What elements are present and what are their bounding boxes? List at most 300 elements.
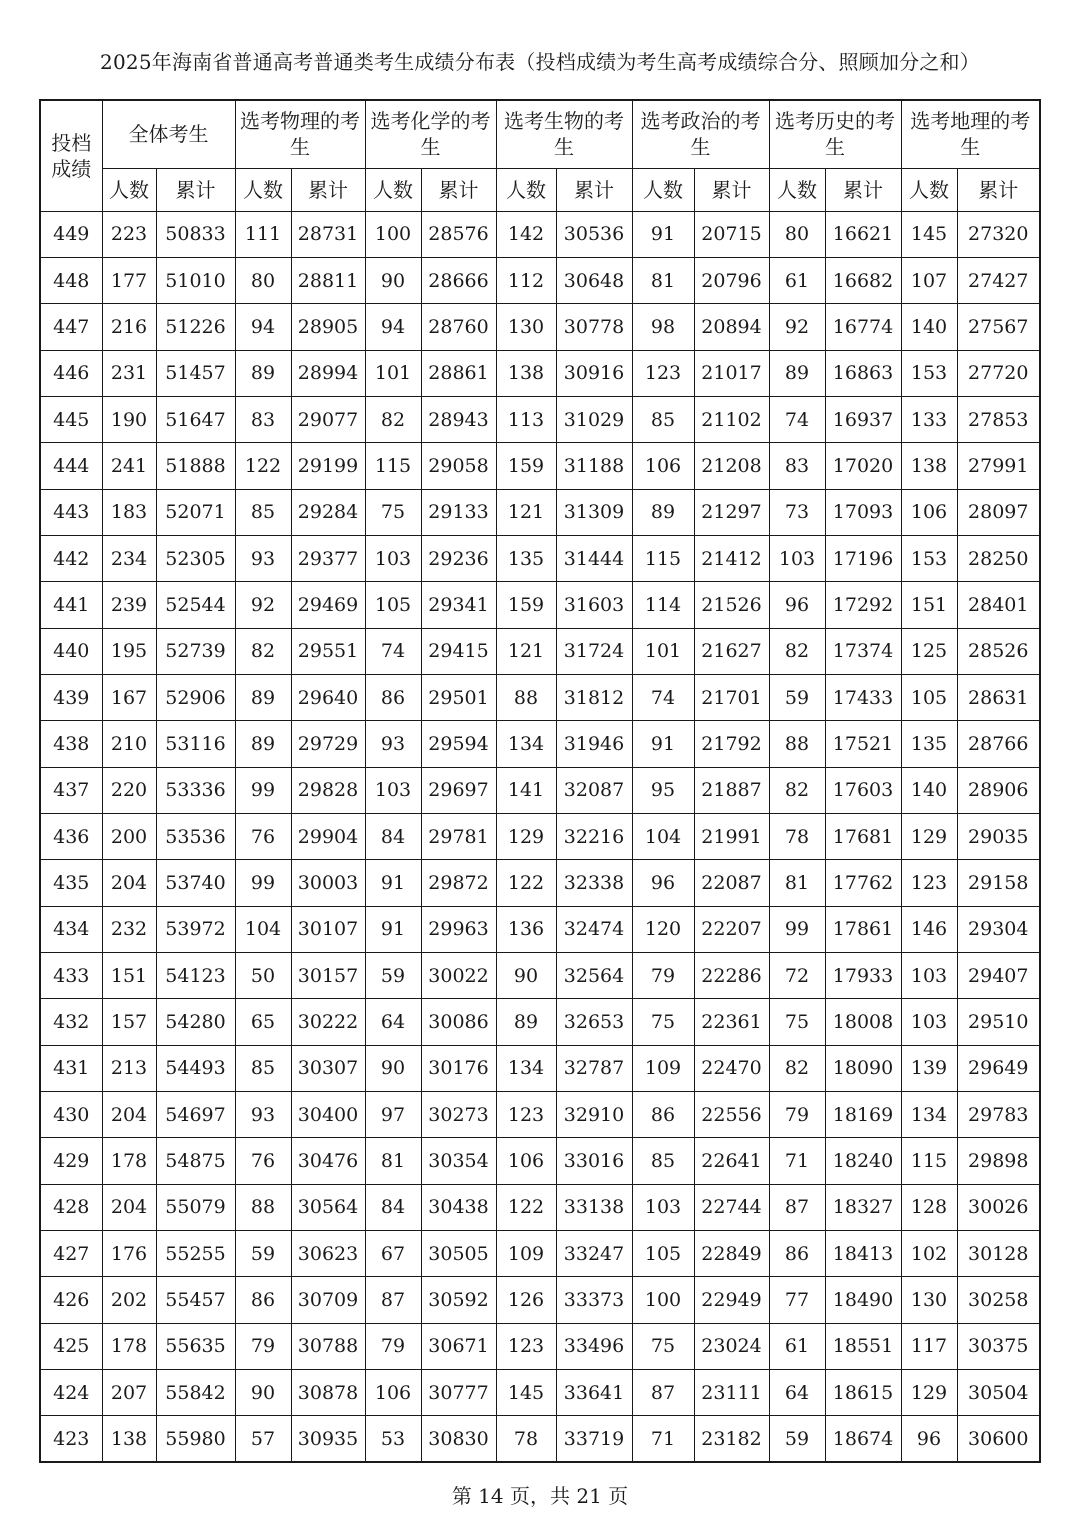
chemistry-count-cell: 53 bbox=[365, 1416, 421, 1462]
history-cumulative-cell: 18169 bbox=[825, 1092, 901, 1138]
geography-count-cell: 140 bbox=[901, 767, 957, 813]
all-cumulative-cell: 54875 bbox=[156, 1138, 235, 1184]
all-cumulative-cell: 55635 bbox=[156, 1323, 235, 1369]
politics-count-cell: 85 bbox=[632, 396, 694, 442]
physics-count-cell: 57 bbox=[235, 1416, 291, 1462]
geography-count-cell: 125 bbox=[901, 628, 957, 674]
geography-count-cell: 146 bbox=[901, 906, 957, 952]
history-count-cell: 82 bbox=[769, 628, 825, 674]
geography-cumulative-cell: 29898 bbox=[957, 1138, 1040, 1184]
group-header-biology: 选考生物的考生 bbox=[496, 100, 632, 168]
physics-cumulative-cell: 29640 bbox=[291, 674, 365, 720]
group-header-geography: 选考地理的考生 bbox=[901, 100, 1040, 168]
physics-count-cell: 99 bbox=[235, 860, 291, 906]
geography-cumulative-cell: 29510 bbox=[957, 999, 1040, 1045]
all-cumulative-cell: 52739 bbox=[156, 628, 235, 674]
score-cell: 428 bbox=[40, 1184, 102, 1230]
history-cumulative-cell: 17196 bbox=[825, 535, 901, 581]
physics-count-cell: 90 bbox=[235, 1370, 291, 1416]
physics-count-cell: 89 bbox=[235, 721, 291, 767]
politics-cumulative-cell: 21701 bbox=[694, 674, 769, 720]
politics-count-cell: 104 bbox=[632, 813, 694, 859]
physics-cumulative-cell: 29199 bbox=[291, 443, 365, 489]
geography-count-cell: 115 bbox=[901, 1138, 957, 1184]
table-row bbox=[40, 999, 1040, 1045]
biology-cumulative-cell: 33496 bbox=[556, 1323, 632, 1369]
table-row bbox=[40, 906, 1040, 952]
politics-cumulative-cell: 22949 bbox=[694, 1277, 769, 1323]
politics-count-cell: 123 bbox=[632, 350, 694, 396]
politics-cumulative-cell: 20796 bbox=[694, 257, 769, 303]
politics-count-cell: 105 bbox=[632, 1231, 694, 1277]
table-row bbox=[40, 1416, 1040, 1462]
chemistry-count-cell: 100 bbox=[365, 211, 421, 257]
chemistry-cumulative-cell: 30592 bbox=[421, 1277, 496, 1323]
biology-cumulative-cell: 32338 bbox=[556, 860, 632, 906]
physics-count-cell: 94 bbox=[235, 304, 291, 350]
politics-cumulative-cell: 22286 bbox=[694, 953, 769, 999]
physics-cumulative-cell: 30157 bbox=[291, 953, 365, 999]
cumulative-header: 累计 bbox=[694, 168, 769, 211]
geography-count-cell: 145 bbox=[901, 211, 957, 257]
chemistry-count-cell: 97 bbox=[365, 1092, 421, 1138]
all-cumulative-cell: 53972 bbox=[156, 906, 235, 952]
physics-cumulative-cell: 29551 bbox=[291, 628, 365, 674]
history-count-cell: 92 bbox=[769, 304, 825, 350]
biology-cumulative-cell: 32087 bbox=[556, 767, 632, 813]
history-count-cell: 59 bbox=[769, 674, 825, 720]
biology-count-cell: 122 bbox=[496, 1184, 556, 1230]
chemistry-count-cell: 87 bbox=[365, 1277, 421, 1323]
history-count-cell: 71 bbox=[769, 1138, 825, 1184]
score-cell: 442 bbox=[40, 535, 102, 581]
physics-cumulative-cell: 30222 bbox=[291, 999, 365, 1045]
all-cumulative-cell: 54493 bbox=[156, 1045, 235, 1091]
table-row bbox=[40, 860, 1040, 906]
biology-count-cell: 159 bbox=[496, 443, 556, 489]
score-cell: 431 bbox=[40, 1045, 102, 1091]
politics-count-cell: 100 bbox=[632, 1277, 694, 1323]
table-row bbox=[40, 1045, 1040, 1091]
biology-cumulative-cell: 31188 bbox=[556, 443, 632, 489]
biology-cumulative-cell: 31812 bbox=[556, 674, 632, 720]
chemistry-cumulative-cell: 30022 bbox=[421, 953, 496, 999]
biology-count-cell: 121 bbox=[496, 628, 556, 674]
politics-count-cell: 98 bbox=[632, 304, 694, 350]
politics-cumulative-cell: 21792 bbox=[694, 721, 769, 767]
chemistry-count-cell: 74 bbox=[365, 628, 421, 674]
politics-count-cell: 106 bbox=[632, 443, 694, 489]
chemistry-cumulative-cell: 28861 bbox=[421, 350, 496, 396]
cumulative-header: 累计 bbox=[291, 168, 365, 211]
politics-count-cell: 109 bbox=[632, 1045, 694, 1091]
biology-count-cell: 123 bbox=[496, 1092, 556, 1138]
history-count-cell: 59 bbox=[769, 1416, 825, 1462]
score-cell: 427 bbox=[40, 1231, 102, 1277]
physics-cumulative-cell: 30623 bbox=[291, 1231, 365, 1277]
count-header: 人数 bbox=[496, 168, 556, 211]
biology-count-cell: 121 bbox=[496, 489, 556, 535]
all-count-cell: 213 bbox=[102, 1045, 156, 1091]
chemistry-cumulative-cell: 30830 bbox=[421, 1416, 496, 1462]
all-count-cell: 223 bbox=[102, 211, 156, 257]
politics-count-cell: 79 bbox=[632, 953, 694, 999]
group-header-all: 全体考生 bbox=[102, 100, 235, 168]
physics-count-cell: 82 bbox=[235, 628, 291, 674]
table-row bbox=[40, 1184, 1040, 1230]
geography-count-cell: 117 bbox=[901, 1323, 957, 1369]
biology-count-cell: 126 bbox=[496, 1277, 556, 1323]
geography-count-cell: 106 bbox=[901, 489, 957, 535]
all-count-cell: 183 bbox=[102, 489, 156, 535]
politics-cumulative-cell: 22087 bbox=[694, 860, 769, 906]
chemistry-cumulative-cell: 29781 bbox=[421, 813, 496, 859]
cumulative-header: 累计 bbox=[556, 168, 632, 211]
biology-cumulative-cell: 30648 bbox=[556, 257, 632, 303]
all-cumulative-cell: 53536 bbox=[156, 813, 235, 859]
all-cumulative-cell: 52071 bbox=[156, 489, 235, 535]
history-cumulative-cell: 17093 bbox=[825, 489, 901, 535]
biology-count-cell: 90 bbox=[496, 953, 556, 999]
physics-cumulative-cell: 29904 bbox=[291, 813, 365, 859]
all-cumulative-cell: 55980 bbox=[156, 1416, 235, 1462]
all-count-cell: 176 bbox=[102, 1231, 156, 1277]
chemistry-cumulative-cell: 28943 bbox=[421, 396, 496, 442]
chemistry-cumulative-cell: 29501 bbox=[421, 674, 496, 720]
table-row bbox=[40, 489, 1040, 535]
chemistry-cumulative-cell: 30505 bbox=[421, 1231, 496, 1277]
all-count-cell: 138 bbox=[102, 1416, 156, 1462]
chemistry-cumulative-cell: 29415 bbox=[421, 628, 496, 674]
politics-count-cell: 91 bbox=[632, 721, 694, 767]
table-row bbox=[40, 1370, 1040, 1416]
chemistry-count-cell: 105 bbox=[365, 582, 421, 628]
politics-count-cell: 120 bbox=[632, 906, 694, 952]
chemistry-count-cell: 103 bbox=[365, 767, 421, 813]
all-count-cell: 210 bbox=[102, 721, 156, 767]
all-count-cell: 190 bbox=[102, 396, 156, 442]
physics-cumulative-cell: 29077 bbox=[291, 396, 365, 442]
biology-cumulative-cell: 31029 bbox=[556, 396, 632, 442]
cumulative-header: 累计 bbox=[825, 168, 901, 211]
all-cumulative-cell: 53740 bbox=[156, 860, 235, 906]
geography-cumulative-cell: 27720 bbox=[957, 350, 1040, 396]
count-header: 人数 bbox=[365, 168, 421, 211]
page-number: 第 14 页，共 21 页 bbox=[451, 1484, 629, 1508]
history-cumulative-cell: 16621 bbox=[825, 211, 901, 257]
physics-cumulative-cell: 30564 bbox=[291, 1184, 365, 1230]
chemistry-count-cell: 103 bbox=[365, 535, 421, 581]
physics-cumulative-cell: 30935 bbox=[291, 1416, 365, 1462]
politics-cumulative-cell: 22361 bbox=[694, 999, 769, 1045]
politics-count-cell: 103 bbox=[632, 1184, 694, 1230]
history-count-cell: 82 bbox=[769, 767, 825, 813]
geography-count-cell: 102 bbox=[901, 1231, 957, 1277]
biology-cumulative-cell: 33373 bbox=[556, 1277, 632, 1323]
politics-count-cell: 85 bbox=[632, 1138, 694, 1184]
all-cumulative-cell: 51226 bbox=[156, 304, 235, 350]
politics-cumulative-cell: 21017 bbox=[694, 350, 769, 396]
all-count-cell: 207 bbox=[102, 1370, 156, 1416]
biology-cumulative-cell: 33641 bbox=[556, 1370, 632, 1416]
geography-cumulative-cell: 28097 bbox=[957, 489, 1040, 535]
history-cumulative-cell: 16774 bbox=[825, 304, 901, 350]
score-cell: 447 bbox=[40, 304, 102, 350]
geography-cumulative-cell: 27427 bbox=[957, 257, 1040, 303]
politics-cumulative-cell: 21991 bbox=[694, 813, 769, 859]
biology-cumulative-cell: 32653 bbox=[556, 999, 632, 1045]
politics-cumulative-cell: 20715 bbox=[694, 211, 769, 257]
table-row bbox=[40, 1092, 1040, 1138]
physics-cumulative-cell: 29828 bbox=[291, 767, 365, 813]
score-cell: 425 bbox=[40, 1323, 102, 1369]
politics-cumulative-cell: 21208 bbox=[694, 443, 769, 489]
score-cell: 446 bbox=[40, 350, 102, 396]
score-cell: 438 bbox=[40, 721, 102, 767]
score-cell: 432 bbox=[40, 999, 102, 1045]
geography-count-cell: 135 bbox=[901, 721, 957, 767]
politics-count-cell: 74 bbox=[632, 674, 694, 720]
geography-cumulative-cell: 28906 bbox=[957, 767, 1040, 813]
biology-cumulative-cell: 32787 bbox=[556, 1045, 632, 1091]
history-count-cell: 87 bbox=[769, 1184, 825, 1230]
table-row bbox=[40, 953, 1040, 999]
biology-cumulative-cell: 31724 bbox=[556, 628, 632, 674]
chemistry-count-cell: 84 bbox=[365, 813, 421, 859]
biology-cumulative-cell: 31946 bbox=[556, 721, 632, 767]
history-cumulative-cell: 16682 bbox=[825, 257, 901, 303]
geography-cumulative-cell: 30600 bbox=[957, 1416, 1040, 1462]
history-cumulative-cell: 17292 bbox=[825, 582, 901, 628]
chemistry-count-cell: 79 bbox=[365, 1323, 421, 1369]
politics-cumulative-cell: 21412 bbox=[694, 535, 769, 581]
biology-count-cell: 134 bbox=[496, 1045, 556, 1091]
count-header: 人数 bbox=[235, 168, 291, 211]
all-cumulative-cell: 55079 bbox=[156, 1184, 235, 1230]
all-cumulative-cell: 53116 bbox=[156, 721, 235, 767]
geography-count-cell: 129 bbox=[901, 813, 957, 859]
history-cumulative-cell: 17433 bbox=[825, 674, 901, 720]
biology-cumulative-cell: 33016 bbox=[556, 1138, 632, 1184]
biology-count-cell: 88 bbox=[496, 674, 556, 720]
politics-cumulative-cell: 20894 bbox=[694, 304, 769, 350]
physics-cumulative-cell: 28905 bbox=[291, 304, 365, 350]
geography-cumulative-cell: 28631 bbox=[957, 674, 1040, 720]
politics-count-cell: 91 bbox=[632, 211, 694, 257]
history-count-cell: 103 bbox=[769, 535, 825, 581]
physics-cumulative-cell: 30788 bbox=[291, 1323, 365, 1369]
geography-count-cell: 129 bbox=[901, 1370, 957, 1416]
all-count-cell: 151 bbox=[102, 953, 156, 999]
biology-count-cell: 78 bbox=[496, 1416, 556, 1462]
geography-cumulative-cell: 28526 bbox=[957, 628, 1040, 674]
chemistry-cumulative-cell: 29236 bbox=[421, 535, 496, 581]
politics-cumulative-cell: 22744 bbox=[694, 1184, 769, 1230]
table-row bbox=[40, 350, 1040, 396]
physics-count-cell: 89 bbox=[235, 350, 291, 396]
biology-count-cell: 113 bbox=[496, 396, 556, 442]
physics-count-cell: 59 bbox=[235, 1231, 291, 1277]
geography-cumulative-cell: 30504 bbox=[957, 1370, 1040, 1416]
geography-cumulative-cell: 27853 bbox=[957, 396, 1040, 442]
all-cumulative-cell: 54280 bbox=[156, 999, 235, 1045]
count-header: 人数 bbox=[632, 168, 694, 211]
politics-count-cell: 86 bbox=[632, 1092, 694, 1138]
score-cell: 424 bbox=[40, 1370, 102, 1416]
count-header: 人数 bbox=[769, 168, 825, 211]
chemistry-count-cell: 90 bbox=[365, 257, 421, 303]
history-count-cell: 77 bbox=[769, 1277, 825, 1323]
politics-cumulative-cell: 21102 bbox=[694, 396, 769, 442]
group-header-history: 选考历史的考生 bbox=[769, 100, 901, 168]
chemistry-count-cell: 82 bbox=[365, 396, 421, 442]
all-count-cell: 178 bbox=[102, 1323, 156, 1369]
biology-count-cell: 159 bbox=[496, 582, 556, 628]
history-cumulative-cell: 17933 bbox=[825, 953, 901, 999]
score-cell: 439 bbox=[40, 674, 102, 720]
all-count-cell: 220 bbox=[102, 767, 156, 813]
chemistry-cumulative-cell: 30273 bbox=[421, 1092, 496, 1138]
all-count-cell: 232 bbox=[102, 906, 156, 952]
biology-count-cell: 138 bbox=[496, 350, 556, 396]
cumulative-header: 累计 bbox=[957, 168, 1040, 211]
all-count-cell: 167 bbox=[102, 674, 156, 720]
biology-cumulative-cell: 30778 bbox=[556, 304, 632, 350]
all-count-cell: 195 bbox=[102, 628, 156, 674]
politics-count-cell: 75 bbox=[632, 999, 694, 1045]
geography-count-cell: 153 bbox=[901, 350, 957, 396]
chemistry-cumulative-cell: 30438 bbox=[421, 1184, 496, 1230]
table-row bbox=[40, 257, 1040, 303]
chemistry-cumulative-cell: 29872 bbox=[421, 860, 496, 906]
score-cell: 435 bbox=[40, 860, 102, 906]
politics-count-cell: 115 bbox=[632, 535, 694, 581]
physics-cumulative-cell: 30107 bbox=[291, 906, 365, 952]
physics-count-cell: 93 bbox=[235, 1092, 291, 1138]
cumulative-header: 累计 bbox=[421, 168, 496, 211]
table-row bbox=[40, 211, 1040, 257]
table-row bbox=[40, 1277, 1040, 1323]
biology-cumulative-cell: 31309 bbox=[556, 489, 632, 535]
physics-cumulative-cell: 30307 bbox=[291, 1045, 365, 1091]
geography-cumulative-cell: 27320 bbox=[957, 211, 1040, 257]
geography-cumulative-cell: 30128 bbox=[957, 1231, 1040, 1277]
politics-count-cell: 95 bbox=[632, 767, 694, 813]
all-cumulative-cell: 52305 bbox=[156, 535, 235, 581]
chemistry-count-cell: 67 bbox=[365, 1231, 421, 1277]
biology-cumulative-cell: 30536 bbox=[556, 211, 632, 257]
geography-cumulative-cell: 30258 bbox=[957, 1277, 1040, 1323]
score-cell: 423 bbox=[40, 1416, 102, 1462]
physics-cumulative-cell: 30400 bbox=[291, 1092, 365, 1138]
physics-count-cell: 76 bbox=[235, 813, 291, 859]
all-cumulative-cell: 50833 bbox=[156, 211, 235, 257]
table-row bbox=[40, 674, 1040, 720]
chemistry-cumulative-cell: 28760 bbox=[421, 304, 496, 350]
physics-count-cell: 76 bbox=[235, 1138, 291, 1184]
history-count-cell: 80 bbox=[769, 211, 825, 257]
physics-count-cell: 79 bbox=[235, 1323, 291, 1369]
all-cumulative-cell: 54123 bbox=[156, 953, 235, 999]
history-cumulative-cell: 18674 bbox=[825, 1416, 901, 1462]
biology-count-cell: 142 bbox=[496, 211, 556, 257]
chemistry-count-cell: 91 bbox=[365, 860, 421, 906]
history-count-cell: 64 bbox=[769, 1370, 825, 1416]
physics-count-cell: 83 bbox=[235, 396, 291, 442]
header-row-subcolumns bbox=[40, 168, 1040, 211]
chemistry-cumulative-cell: 29058 bbox=[421, 443, 496, 489]
history-cumulative-cell: 18413 bbox=[825, 1231, 901, 1277]
all-cumulative-cell: 51888 bbox=[156, 443, 235, 489]
history-cumulative-cell: 17762 bbox=[825, 860, 901, 906]
politics-cumulative-cell: 22207 bbox=[694, 906, 769, 952]
all-count-cell: 204 bbox=[102, 1092, 156, 1138]
physics-count-cell: 93 bbox=[235, 535, 291, 581]
biology-cumulative-cell: 32474 bbox=[556, 906, 632, 952]
all-count-cell: 157 bbox=[102, 999, 156, 1045]
biology-count-cell: 134 bbox=[496, 721, 556, 767]
geography-count-cell: 128 bbox=[901, 1184, 957, 1230]
chemistry-cumulative-cell: 29963 bbox=[421, 906, 496, 952]
history-cumulative-cell: 18008 bbox=[825, 999, 901, 1045]
history-count-cell: 61 bbox=[769, 257, 825, 303]
all-count-cell: 200 bbox=[102, 813, 156, 859]
biology-count-cell: 135 bbox=[496, 535, 556, 581]
table-row bbox=[40, 767, 1040, 813]
score-cell: 444 bbox=[40, 443, 102, 489]
physics-count-cell: 80 bbox=[235, 257, 291, 303]
table-row bbox=[40, 721, 1040, 767]
physics-count-cell: 89 bbox=[235, 674, 291, 720]
all-cumulative-cell: 55842 bbox=[156, 1370, 235, 1416]
geography-cumulative-cell: 28766 bbox=[957, 721, 1040, 767]
geography-cumulative-cell: 29649 bbox=[957, 1045, 1040, 1091]
chemistry-cumulative-cell: 29133 bbox=[421, 489, 496, 535]
score-cell: 448 bbox=[40, 257, 102, 303]
biology-count-cell: 141 bbox=[496, 767, 556, 813]
politics-count-cell: 75 bbox=[632, 1323, 694, 1369]
score-cell: 426 bbox=[40, 1277, 102, 1323]
geography-cumulative-cell: 28250 bbox=[957, 535, 1040, 581]
politics-cumulative-cell: 21627 bbox=[694, 628, 769, 674]
chemistry-cumulative-cell: 30777 bbox=[421, 1370, 496, 1416]
chemistry-cumulative-cell: 29594 bbox=[421, 721, 496, 767]
score-cell: 440 bbox=[40, 628, 102, 674]
chemistry-cumulative-cell: 30671 bbox=[421, 1323, 496, 1369]
physics-cumulative-cell: 29284 bbox=[291, 489, 365, 535]
history-cumulative-cell: 18551 bbox=[825, 1323, 901, 1369]
politics-cumulative-cell: 22849 bbox=[694, 1231, 769, 1277]
score-cell: 443 bbox=[40, 489, 102, 535]
biology-count-cell: 106 bbox=[496, 1138, 556, 1184]
physics-count-cell: 85 bbox=[235, 1045, 291, 1091]
table-row bbox=[40, 1323, 1040, 1369]
count-header: 人数 bbox=[102, 168, 156, 211]
biology-cumulative-cell: 31444 bbox=[556, 535, 632, 581]
politics-count-cell: 101 bbox=[632, 628, 694, 674]
table-row bbox=[40, 813, 1040, 859]
politics-count-cell: 89 bbox=[632, 489, 694, 535]
table-row bbox=[40, 396, 1040, 442]
geography-count-cell: 153 bbox=[901, 535, 957, 581]
chemistry-cumulative-cell: 29697 bbox=[421, 767, 496, 813]
all-cumulative-cell: 52906 bbox=[156, 674, 235, 720]
chemistry-count-cell: 81 bbox=[365, 1138, 421, 1184]
politics-cumulative-cell: 21526 bbox=[694, 582, 769, 628]
physics-cumulative-cell: 30878 bbox=[291, 1370, 365, 1416]
all-cumulative-cell: 53336 bbox=[156, 767, 235, 813]
politics-count-cell: 114 bbox=[632, 582, 694, 628]
